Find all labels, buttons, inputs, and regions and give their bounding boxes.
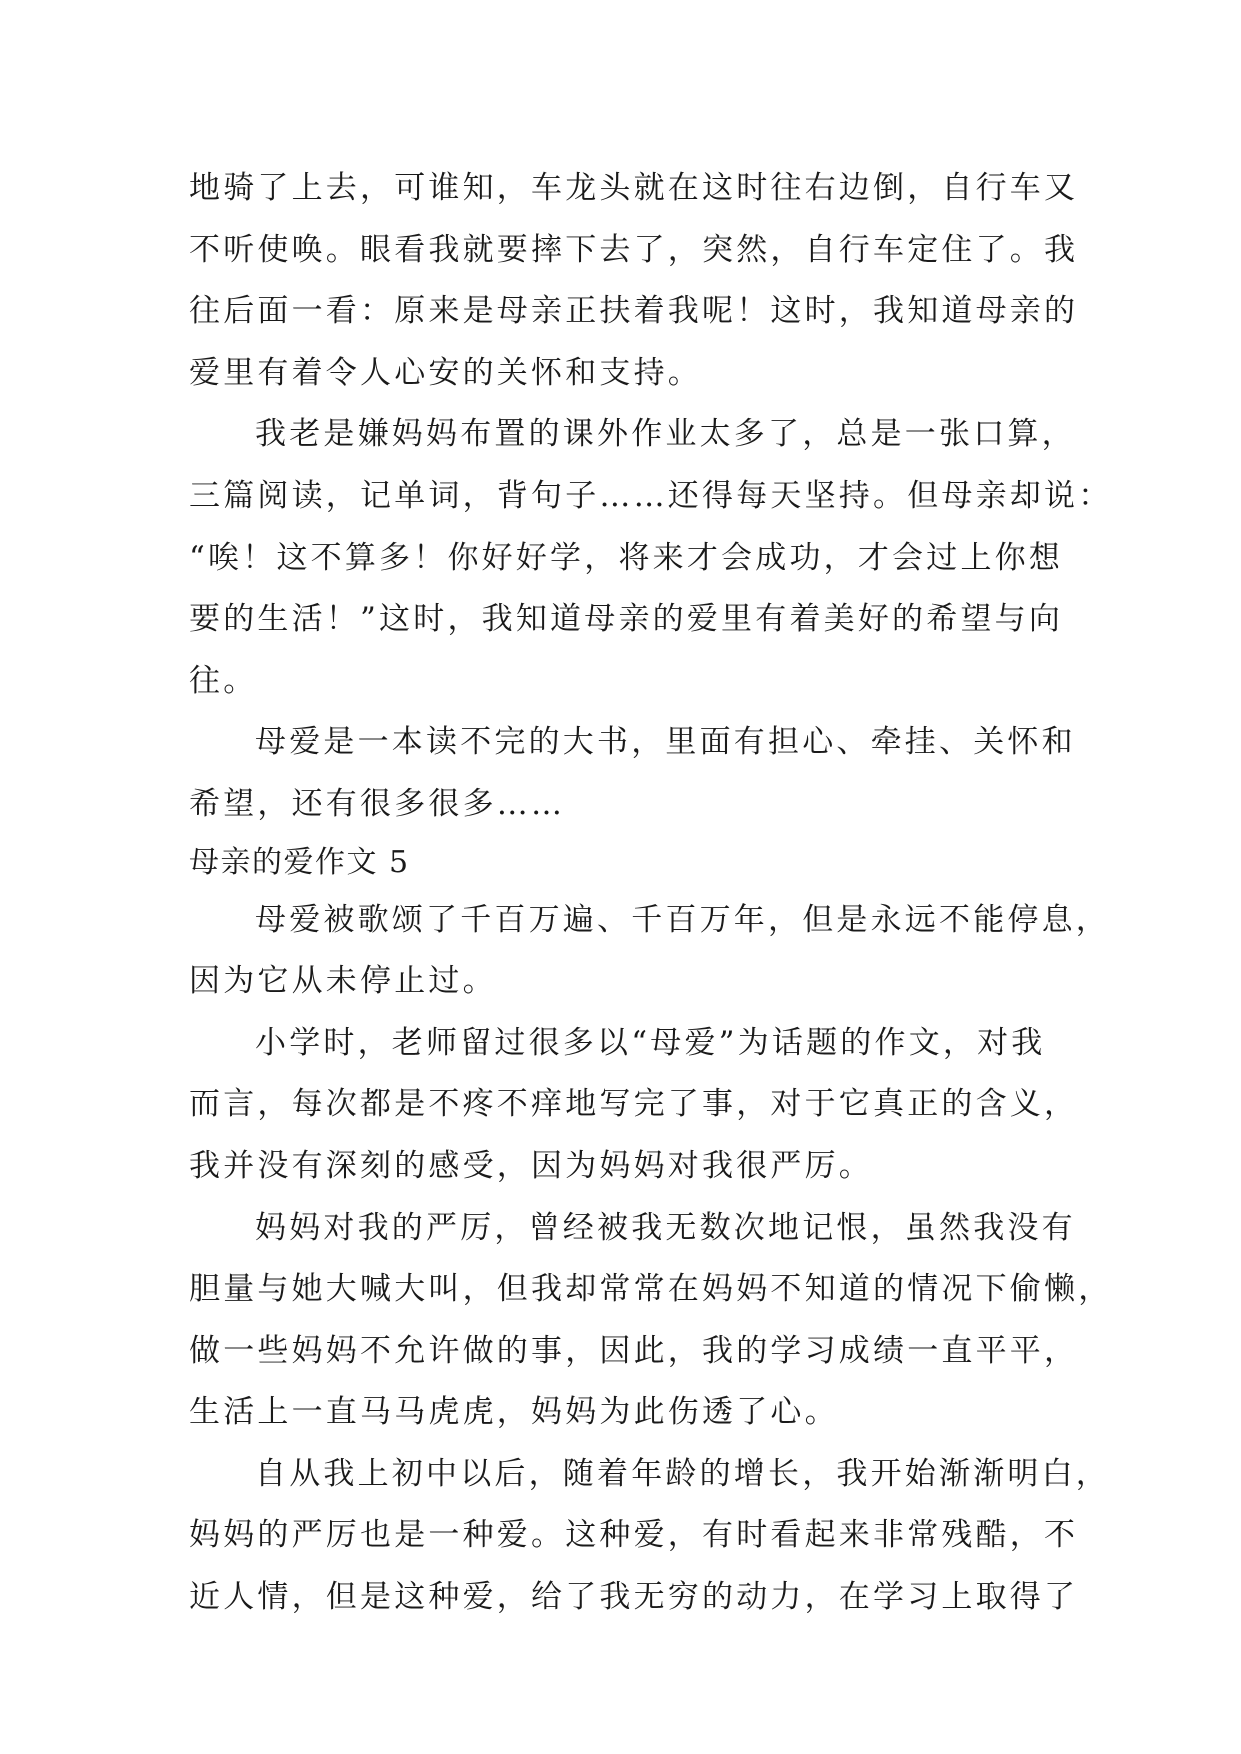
text-line: 生活上一直马马虎虎，妈妈为此伤透了心。: [189, 1394, 839, 1431]
paragraph-first-line: 我老是嫌妈妈布置的课外作业太多了，总是一张口算，: [255, 416, 1076, 453]
text-line: 因为它从未停止过。: [189, 963, 497, 1000]
text-line: 地骑了上去，可谁知，车龙头就在这时往右边倒，自行车又: [189, 170, 1079, 206]
text-line: 我并没有深刻的感受，因为妈妈对我很严厉。: [189, 1147, 873, 1184]
text-line: 往。: [189, 662, 258, 699]
text-line: 爱里有着令人心安的关怀和支持。: [189, 354, 702, 391]
document-body: [189, 158, 1113, 1629]
text-line: 妈妈的严厉也是一种爱。这种爱，有时看起来非常残酷，不: [189, 1517, 1079, 1554]
paragraph-first-line: 妈妈对我的严厉，曾经被我无数次地记恨，虽然我没有: [255, 1209, 1076, 1246]
text-line: 不听使唤。眼看我就要摔下去了，突然，自行车定住了。我: [189, 231, 1079, 268]
text-line: 要的生活！”这时，我知道母亲的爱里有着美好的希望与向: [189, 601, 1064, 638]
text-line: 胆量与她大喊大叫，但我却常常在妈妈不知道的情况下偷懒，: [189, 1271, 1113, 1308]
section-heading: 母亲的爱作文 5: [189, 844, 410, 880]
text-line: 希望，还有很多很多……: [189, 785, 566, 822]
text-line: 三篇阅读，记单词，背句子……还得每天坚持。但母亲却说：: [189, 477, 1113, 514]
text-line: “唉！这不算多！你好好学，将来才会成功，才会过上你想: [189, 539, 1064, 576]
paragraph-first-line: 母爱被歌颂了千百万遍、千百万年，但是永远不能停息，: [255, 901, 1110, 938]
paragraph-first-line: 自从我上初中以后，随着年龄的增长，我开始渐渐明白，: [255, 1455, 1110, 1492]
text-line: 近人情，但是这种爱，给了我无穷的动力，在学习上取得了: [189, 1579, 1079, 1616]
text-line: 往后面一看：原来是母亲正扶着我呢！这时，我知道母亲的: [189, 293, 1079, 330]
text-line: 做一些妈妈不允许做的事，因此，我的学习成绩一直平平，: [189, 1332, 1079, 1369]
paragraph-first-line: 母爱是一本读不完的大书，里面有担心、牵挂、关怀和: [255, 724, 1076, 761]
paragraph-first-line: 小学时，老师留过很多以“母爱”为话题的作文，对我: [255, 1024, 1046, 1061]
text-line: 而言，每次都是不疼不痒地写完了事，对于它真正的含义，: [189, 1086, 1079, 1123]
